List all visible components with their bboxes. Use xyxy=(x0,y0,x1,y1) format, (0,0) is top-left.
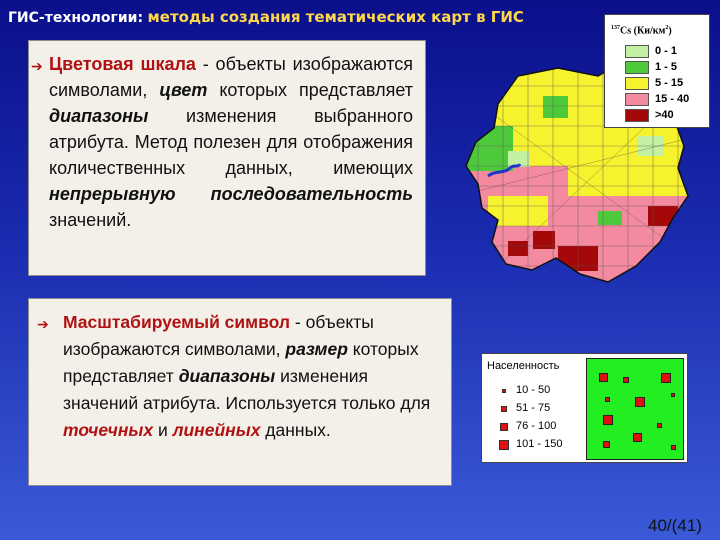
population-point xyxy=(599,373,608,382)
cs-legend-label: >40 xyxy=(655,109,674,121)
panel1-text-2: которых представляет xyxy=(207,80,413,100)
cs-legend-label: 15 - 40 xyxy=(655,93,690,105)
arrow-bullet-icon: ➔ xyxy=(37,316,49,332)
population-legend-item xyxy=(496,420,586,434)
population-point xyxy=(635,397,645,407)
panel2-emph-size: размер xyxy=(285,339,348,359)
population-point xyxy=(605,397,610,402)
population-legend-label: 101 - 150 xyxy=(516,438,563,450)
panel2-emph-linear: линейных xyxy=(172,420,261,440)
population-legend-item xyxy=(496,384,586,398)
header-title: методы создания тематических карт в ГИС xyxy=(147,8,524,26)
color-scale-text xyxy=(31,51,413,233)
panel2-text-5: данных. xyxy=(260,420,331,440)
population-legend-item xyxy=(496,438,586,452)
population-point xyxy=(623,377,629,383)
color-scale-term: Цветовая шкала xyxy=(49,54,196,74)
population-symbol xyxy=(502,389,506,393)
cs-legend-title: $^{137}$Cs $(Ки/км^2)$ xyxy=(611,25,672,37)
population-legend xyxy=(481,353,688,463)
population-point xyxy=(671,445,676,450)
slide-header xyxy=(8,8,608,32)
panel1-text-1: - объекты изображаются символами, xyxy=(49,54,413,100)
panel1-emph-continuous: непрерывную последовательность xyxy=(49,184,413,204)
scaled-symbol-term: Масштабируемый символ xyxy=(63,312,291,332)
panel2-text-4: и xyxy=(153,420,173,440)
scaled-symbol-text xyxy=(37,309,439,444)
population-symbol xyxy=(499,440,509,450)
panel1-emph-ranges: диапазоны xyxy=(49,106,149,126)
population-legend-title: Населенность xyxy=(487,360,560,372)
cs-legend-label: 0 - 1 xyxy=(655,45,678,57)
panel2-text-1: - объекты изображаются символами, xyxy=(63,312,374,359)
population-point xyxy=(671,393,675,397)
panel1-text-3: изменения выбранного атрибута. Метод полезен для отображения количественных данных, имеющих xyxy=(49,106,413,178)
header-prefix: ГИС-технологии: xyxy=(8,10,144,26)
page-number: 40/(41) xyxy=(648,516,702,535)
panel2-text-3: изменения значений атрибута. Используется только для xyxy=(63,366,431,413)
population-map-sample xyxy=(586,358,684,460)
cs-legend xyxy=(604,14,710,128)
cs-legend-item xyxy=(625,45,709,58)
population-point xyxy=(603,441,610,448)
cs-legend-swatch xyxy=(625,93,649,106)
population-point xyxy=(661,373,671,383)
population-legend-item xyxy=(496,402,586,416)
cs-legend-item xyxy=(625,109,709,122)
cs-legend-item xyxy=(625,61,709,74)
panel2-text-2: которых представляет xyxy=(63,339,419,386)
population-point xyxy=(603,415,613,425)
arrow-bullet-icon: ➔ xyxy=(31,58,43,74)
population-symbol xyxy=(501,406,507,412)
population-legend-label: 76 - 100 xyxy=(516,420,557,432)
scaled-symbol-panel xyxy=(28,298,452,486)
cs-legend-swatch xyxy=(625,109,649,122)
cs-legend-item xyxy=(625,93,709,106)
population-legend-label: 51 - 75 xyxy=(516,402,551,414)
cs-legend-swatch xyxy=(625,61,649,74)
cs-legend-item xyxy=(625,77,709,90)
panel1-text-4: значений. xyxy=(49,210,132,230)
panel2-emph-point: точечных xyxy=(63,420,154,440)
panel2-emph-ranges: диапазоны xyxy=(178,366,276,386)
panel1-emph-color: цвет xyxy=(159,80,208,100)
cs-legend-label: 5 - 15 xyxy=(655,77,684,89)
population-point xyxy=(657,423,662,428)
cs-legend-swatch xyxy=(625,45,649,58)
cs-legend-swatch xyxy=(625,77,649,90)
population-legend-label: 10 - 50 xyxy=(516,384,551,396)
color-scale-panel xyxy=(28,40,426,276)
population-point xyxy=(633,433,642,442)
cs-legend-label: 1 - 5 xyxy=(655,61,678,73)
population-symbol xyxy=(500,423,508,431)
